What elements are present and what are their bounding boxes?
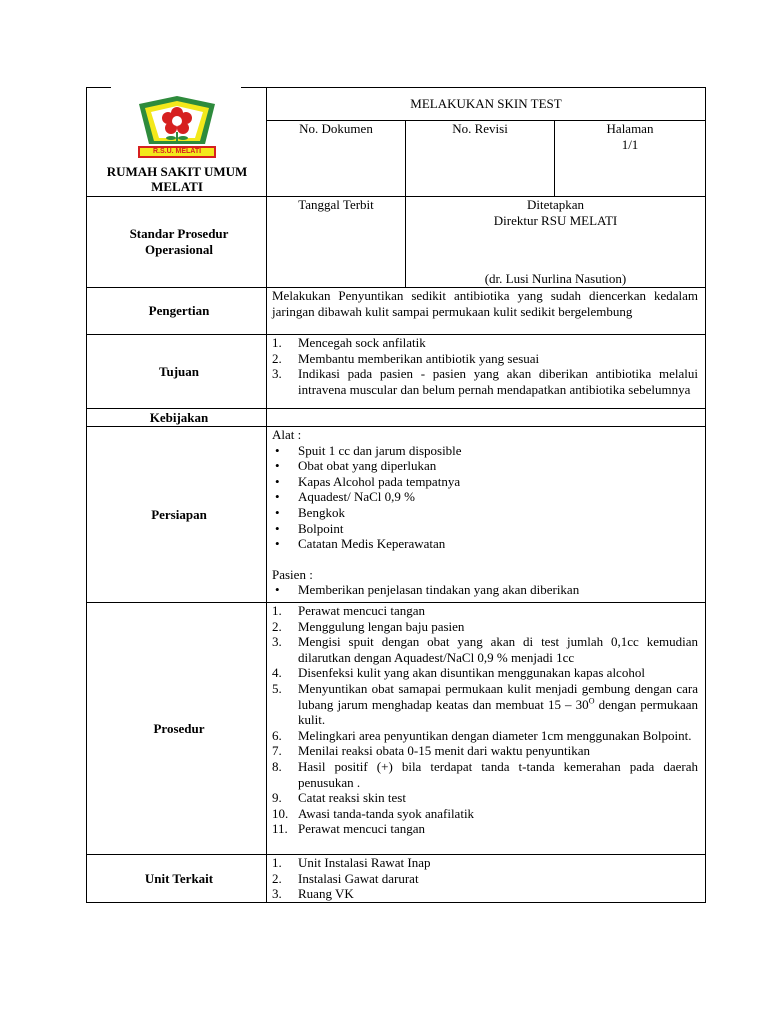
list-item: 5. Menyuntikan obat samapai permukaan kulit menjadi gembung dengan cara lubang jarum menghadap keatas dan membuat $15 - 30^O$ dengan permukaan kulit. — [272, 680, 699, 728]
tujuan-label: Tujuan — [87, 335, 267, 409]
list-item: • Catatan Medis Keperawatan — [275, 536, 446, 552]
logo-text: R.S.U. MELATI — [152, 148, 202, 155]
list-item: 1. Mencegah sock anfilatik — [272, 335, 426, 350]
tujuan-list — [272, 335, 705, 397]
revision-cell — [406, 121, 555, 197]
unit-terkait-list — [272, 855, 705, 902]
issue-date-cell — [267, 197, 406, 288]
list-item: 9. Catat reaksi skin test — [272, 790, 406, 806]
page-value: 1/1 — [621, 136, 639, 152]
list-item: 3. Indikasi pada pasien - pasien yang akan diberikan antibiotika melalui intravena muscular dan belum pernah mendapatkan antibiotika sebelumnya — [272, 366, 698, 397]
list-item: 3. Ruang VK — [272, 886, 354, 902]
list-item: 7. Menilai reaksi obata 0-15 menit dari waktu penyuntikan — [272, 743, 591, 759]
list-item: • Aquadest/ NaCl 0,9 % — [275, 489, 415, 505]
list-item: 6. Melingkari area penyuntikan dengan diameter 1cm menggunakan Bolpoint. — [272, 727, 692, 743]
hospital-logo — [87, 92, 267, 172]
logo-border-gap — [111, 85, 241, 89]
doc-no-label: No. Dokumen — [299, 121, 373, 137]
list-item: • Bengkok — [275, 504, 345, 520]
revision-label: No. Revisi — [452, 121, 508, 137]
list-item: • Memberikan penjelasan tindakan yang akan diberikan — [275, 582, 580, 598]
page-cell — [555, 121, 706, 197]
list-item: 2. Membantu memberikan antibiotik yang sesuai — [272, 350, 540, 366]
hospital-name-line-2: MELATI — [151, 179, 203, 194]
signatory: (dr. Lusi Nurlina Nasution) — [484, 271, 627, 287]
alat-label: Alat : — [272, 427, 302, 442]
pasien-label: Pasien : — [272, 566, 313, 582]
list-item: 2. Menggulung lengan baju pasien — [272, 618, 465, 634]
pengertian-text: Melakukan Penyuntikan sedikit antibiotika yang sudah diencerkan kedalam jaringan dibawah kulit sampai permukaan kulit sedikit bergelembung — [267, 288, 706, 335]
kebijakan-text — [267, 409, 706, 427]
prosedur-list — [272, 603, 705, 837]
list-item: 10. Awasi tanda-tanda syok anafilatik — [272, 805, 475, 821]
list-item: • Kapas Alcohol pada tempatnya — [275, 473, 461, 489]
unit-terkait-label: Unit Terkait — [87, 855, 267, 903]
list-item: 3. Mengisi spuit dengan obat yang akan di test jumlah 0,1cc kemudian dilarutkan dengan Aquadest/NaCl 0,9 % menjadi 1cc — [272, 634, 698, 665]
approved-by: Direktur RSU MELATI — [493, 212, 618, 228]
list-item: • Obat obat yang diperlukan — [275, 458, 437, 474]
approved-label: Ditetapkan — [526, 197, 585, 212]
sop-table — [86, 87, 706, 903]
list-item: • Bolpoint — [275, 520, 344, 536]
prosedur-cell — [267, 603, 706, 855]
pasien-list — [272, 582, 705, 598]
document-title: MELAKUKAN SKIN TEST — [410, 96, 562, 112]
document-title-cell — [267, 88, 706, 121]
list-item: • Spuit 1 cc dan jarum disposible — [275, 442, 462, 458]
sop-label-line-2: Operasional — [145, 242, 213, 257]
list-item: 1. Perawat mencuci tangan — [272, 603, 426, 618]
approval-cell — [406, 197, 706, 288]
list-item: 4. Disenfeksi kulit yang akan disuntikan menggunakan kapas alcohol — [272, 665, 645, 681]
persiapan-label: Persiapan — [87, 427, 267, 603]
sop-label-line-1: Standar Prosedur — [129, 226, 229, 242]
list-item: 11. Perawat mencuci tangan — [272, 821, 426, 837]
kebijakan-label: Kebijakan — [87, 409, 267, 427]
logo-cell — [87, 88, 267, 197]
list-item: 1. Unit Instalasi Rawat Inap — [272, 855, 431, 870]
pengertian-label: Pengertian — [87, 288, 267, 335]
alat-list — [272, 443, 705, 552]
prosedur-label: Prosedur — [87, 603, 267, 855]
list-item: 8. Hasil positif (+) bila terdapat tanda t-tanda kemerahan pada daerah penusukan . — [272, 758, 698, 790]
unit-terkait-cell — [267, 855, 706, 903]
hospital-name-line-1: RUMAH SAKIT UMUM — [106, 164, 248, 179]
page-label: Halaman — [606, 121, 654, 137]
sop-label-cell — [87, 197, 267, 288]
doc-no-cell — [267, 121, 406, 197]
list-item: 2. Instalasi Gawat darurat — [272, 870, 419, 886]
tujuan-cell — [267, 335, 706, 409]
issue-date-label: Tanggal Terbit — [298, 197, 374, 212]
persiapan-cell — [267, 427, 706, 603]
